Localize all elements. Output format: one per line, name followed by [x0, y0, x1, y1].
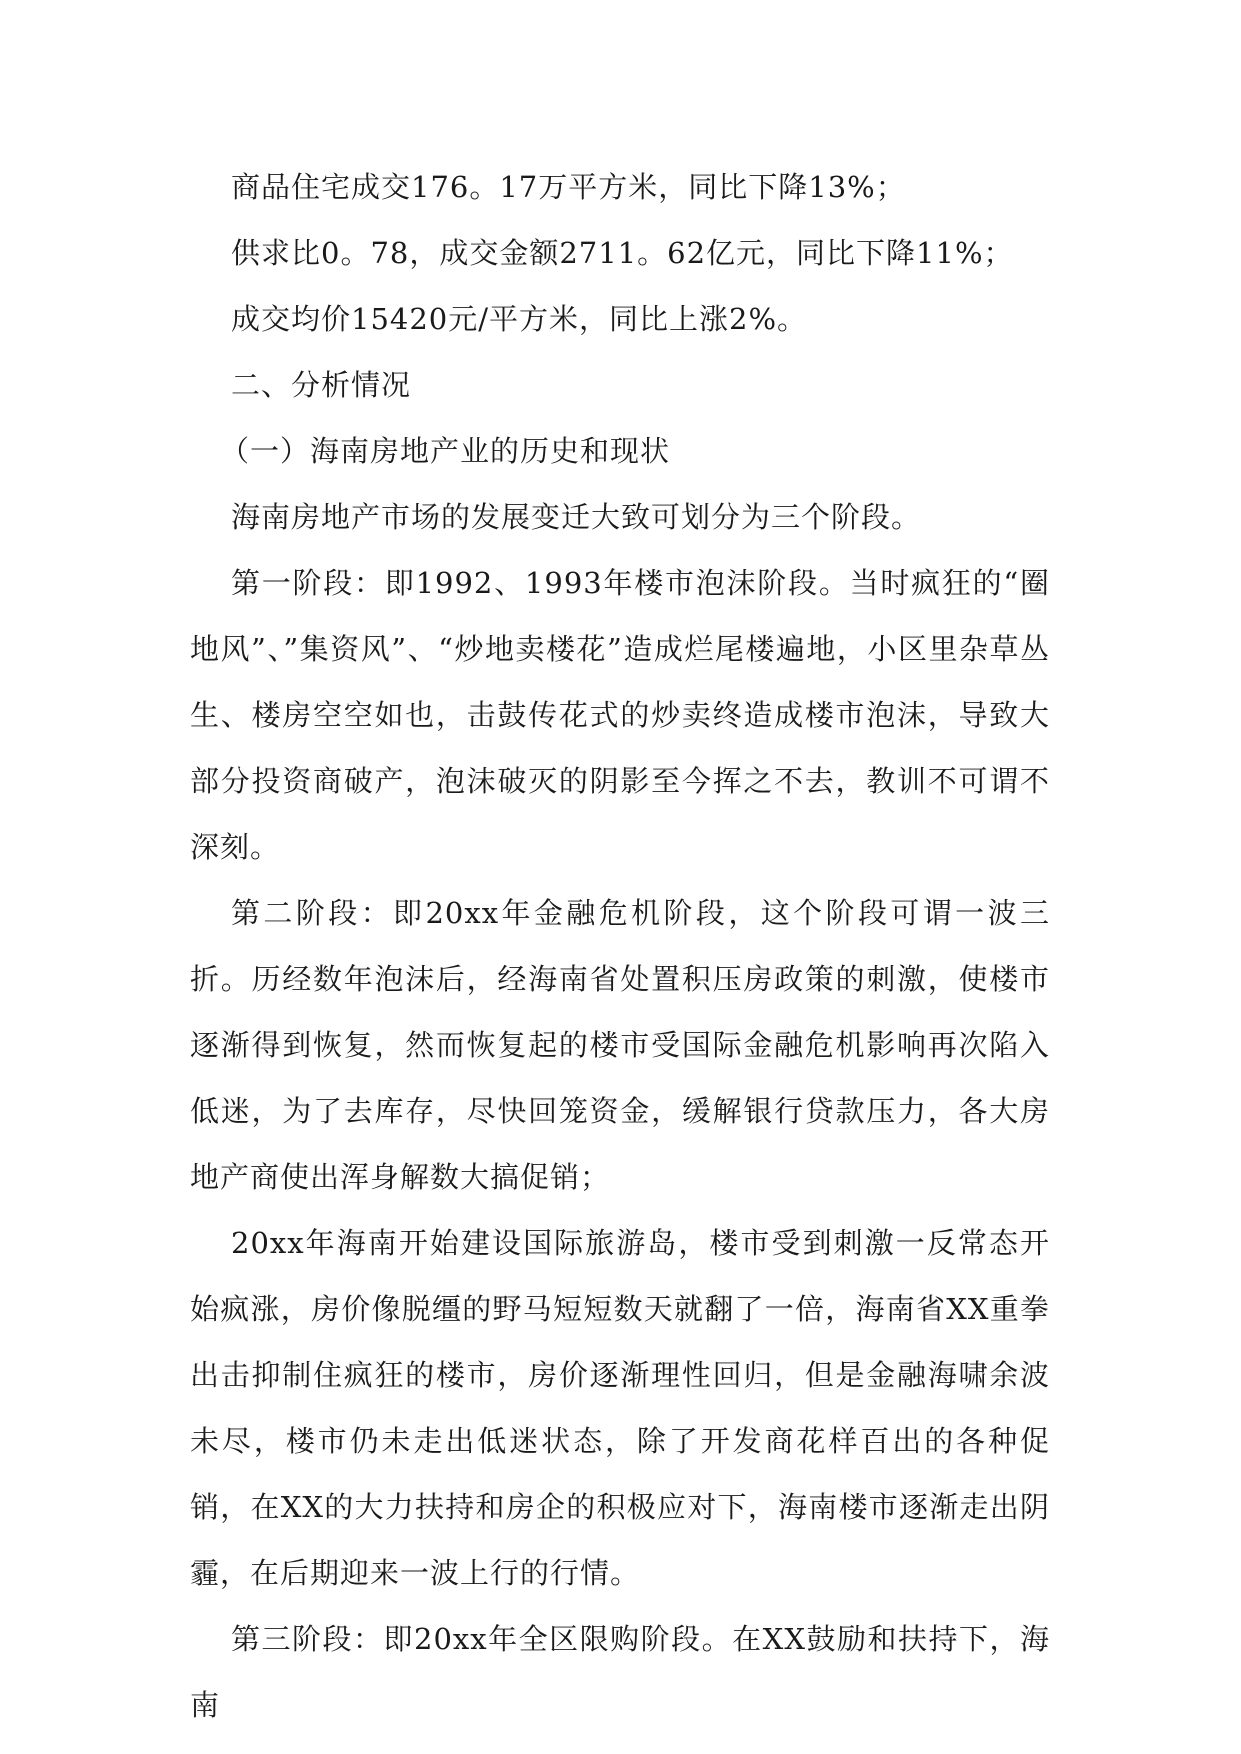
section-heading-analysis: 二、分析情况 [231, 368, 412, 402]
paragraph-supply-demand-ratio: 供求比0。78，成交金额2711。62亿元，同比下降11%； [231, 236, 1014, 270]
paragraph-tourism-island: 20xx年海南开始建设国际旅游岛，楼市受到刺激一反常态开始疯涨，房价像脱缰的野马短短数天就翻了一倍，海南省XX重拳出击抑制住疯狂的楼市，房价逐渐理性回归，但是金融海啸余波未尽，楼市仍未走出低迷状态，除了开发商花样百出的各种促销，在XX的大力扶持和房企的积极应对下，海南楼市逐渐走出阴霾，在后期迎来一波上行的行情。 [190, 1226, 1050, 1590]
paragraph-residential-sales: 商品住宅成交176。17万平方米，同比下降13%； [231, 170, 906, 204]
paragraph-stage-two: 第二阶段：即20xx年金融危机阶段，这个阶段可谓一波三折。历经数年泡沫后，经海南省处置积压房政策的刺激，使楼市逐渐得到恢复，然而恢复起的楼市受国际金融危机影响再次陷入低迷，为了去库存，尽快回笼资金，缓解银行贷款压力，各大房地产商使出浑身解数大搞促销； [190, 896, 1050, 1194]
paragraph-stage-three: 第三阶段：即20xx年全区限购阶段。在XX鼓励和扶持下，海南 [190, 1622, 1050, 1722]
paragraph-stage-one: 第一阶段：即1992、1993年楼市泡沫阶段。当时疯狂的“圈地风”、”集资风”、“炒地卖楼花”造成烂尾楼遍地，小区里杂草丛生、楼房空空如也，击鼓传花式的炒卖终造成楼市泡沫，导致大部分投资商破产，泡沫破灭的阴影至今挥之不去，教训不可谓不深刻。 [190, 566, 1050, 864]
paragraph-three-stages-intro: 海南房地产市场的发展变迁大致可划分为三个阶段。 [231, 500, 922, 534]
subsection-heading-history: （一）海南房地产业的历史和现状 [220, 434, 671, 468]
document-body [190, 154, 1050, 1738]
paragraph-average-price: 成交均价15420元/平方米，同比上涨2%。 [231, 302, 808, 336]
